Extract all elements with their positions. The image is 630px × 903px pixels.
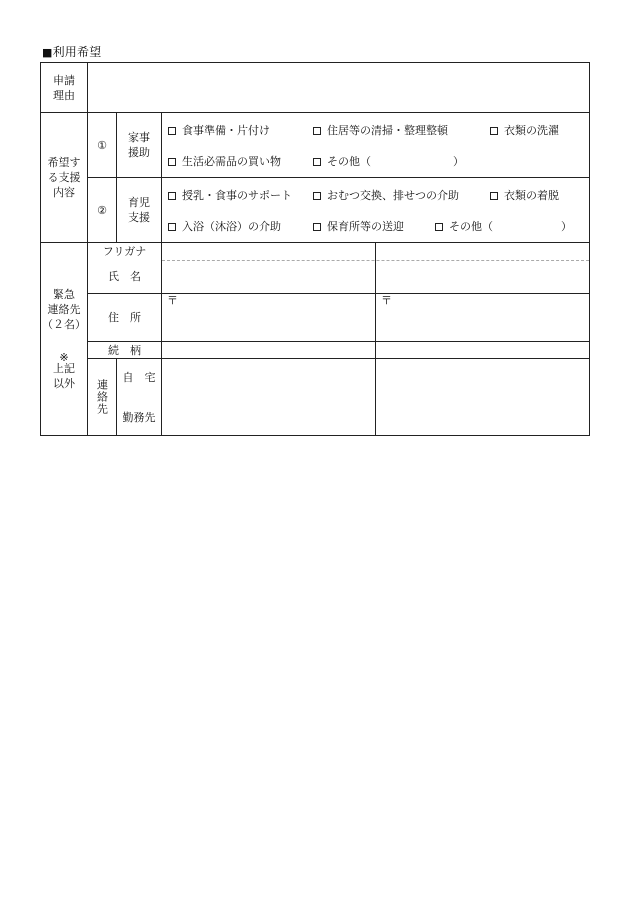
checkbox[interactable] — [435, 223, 443, 231]
person1-address-input[interactable] — [162, 307, 375, 341]
section-title-text: 利用希望 — [52, 45, 102, 59]
person1-postal-mark: 〒 — [167, 294, 178, 307]
col-separator-category — [161, 112, 162, 242]
reason-input-area[interactable] — [88, 63, 589, 112]
contact-label: 連絡先 — [95, 379, 109, 415]
checkbox[interactable] — [490, 192, 498, 200]
checkbox[interactable] — [168, 192, 176, 200]
reason-label: 申請 理由 — [53, 73, 75, 102]
checkbox[interactable] — [313, 158, 321, 166]
person1-furigana-input[interactable] — [162, 243, 375, 260]
checkbox[interactable] — [313, 223, 321, 231]
relation-label: 続 柄 — [108, 343, 141, 357]
childcare-number: ② — [97, 203, 107, 217]
person2-furigana-input[interactable] — [376, 243, 589, 260]
option-dressing[interactable]: 衣類の着脱 — [490, 189, 559, 203]
name-label: 氏 名 — [108, 270, 141, 283]
person2-relation-input[interactable] — [376, 342, 589, 358]
furigana-label: フリガナ — [102, 245, 147, 258]
checkbox[interactable] — [313, 127, 321, 135]
note-text: 上記 以外 — [53, 362, 75, 390]
checkbox[interactable] — [168, 223, 176, 231]
person1-contact-input[interactable] — [162, 359, 375, 435]
table-border-right — [589, 62, 590, 436]
note-mark: ※ — [59, 350, 69, 364]
row-separator-support-mid — [88, 177, 590, 178]
option-cleaning[interactable]: 住居等の清掃・整理整頓 — [313, 124, 448, 138]
emergency-label: 緊急 連絡先 （２名） — [42, 287, 86, 331]
option-housework-other[interactable]: その他（ ） — [313, 155, 464, 169]
table-border-bottom — [40, 435, 590, 436]
option-bathing[interactable]: 入浴（沐浴）の介助 — [168, 220, 281, 234]
option-daycare-transport[interactable]: 保育所等の送迎 — [313, 220, 404, 234]
checkbox[interactable] — [490, 127, 498, 135]
checkbox[interactable] — [313, 192, 321, 200]
application-table — [40, 62, 590, 436]
option-diaper[interactable]: おむつ交換、排せつの介助 — [313, 189, 459, 203]
option-feeding[interactable]: 授乳・食事のサポート — [168, 189, 292, 203]
person1-relation-input[interactable] — [162, 342, 375, 358]
person2-postal-mark: 〒 — [381, 294, 392, 307]
row-separator-name — [88, 293, 590, 294]
housework-label: 家事 援助 — [128, 131, 150, 159]
option-meal-prep[interactable]: 食事準備・片付け — [168, 124, 270, 138]
checkbox[interactable] — [168, 127, 176, 135]
section-marker: ■ — [42, 46, 53, 59]
section-title — [42, 45, 101, 60]
person2-name-input[interactable] — [376, 261, 589, 293]
checkbox[interactable] — [168, 158, 176, 166]
option-shopping[interactable]: 生活必需品の買い物 — [168, 155, 281, 169]
option-laundry[interactable]: 衣類の洗濯 — [490, 124, 559, 138]
support-label: 希望す る支援 内容 — [47, 156, 81, 199]
person2-address-input[interactable] — [376, 307, 589, 341]
address-label: 住 所 — [108, 311, 141, 324]
childcare-label: 育児 支援 — [128, 196, 150, 224]
home-phone-label: 自 宅 — [122, 370, 156, 384]
work-phone-label: 勤務先 — [122, 410, 156, 424]
person1-name-input[interactable] — [162, 261, 375, 293]
person2-contact-input[interactable] — [376, 359, 589, 435]
housework-number: ① — [97, 138, 107, 152]
option-childcare-other[interactable]: その他（ ） — [435, 220, 572, 234]
